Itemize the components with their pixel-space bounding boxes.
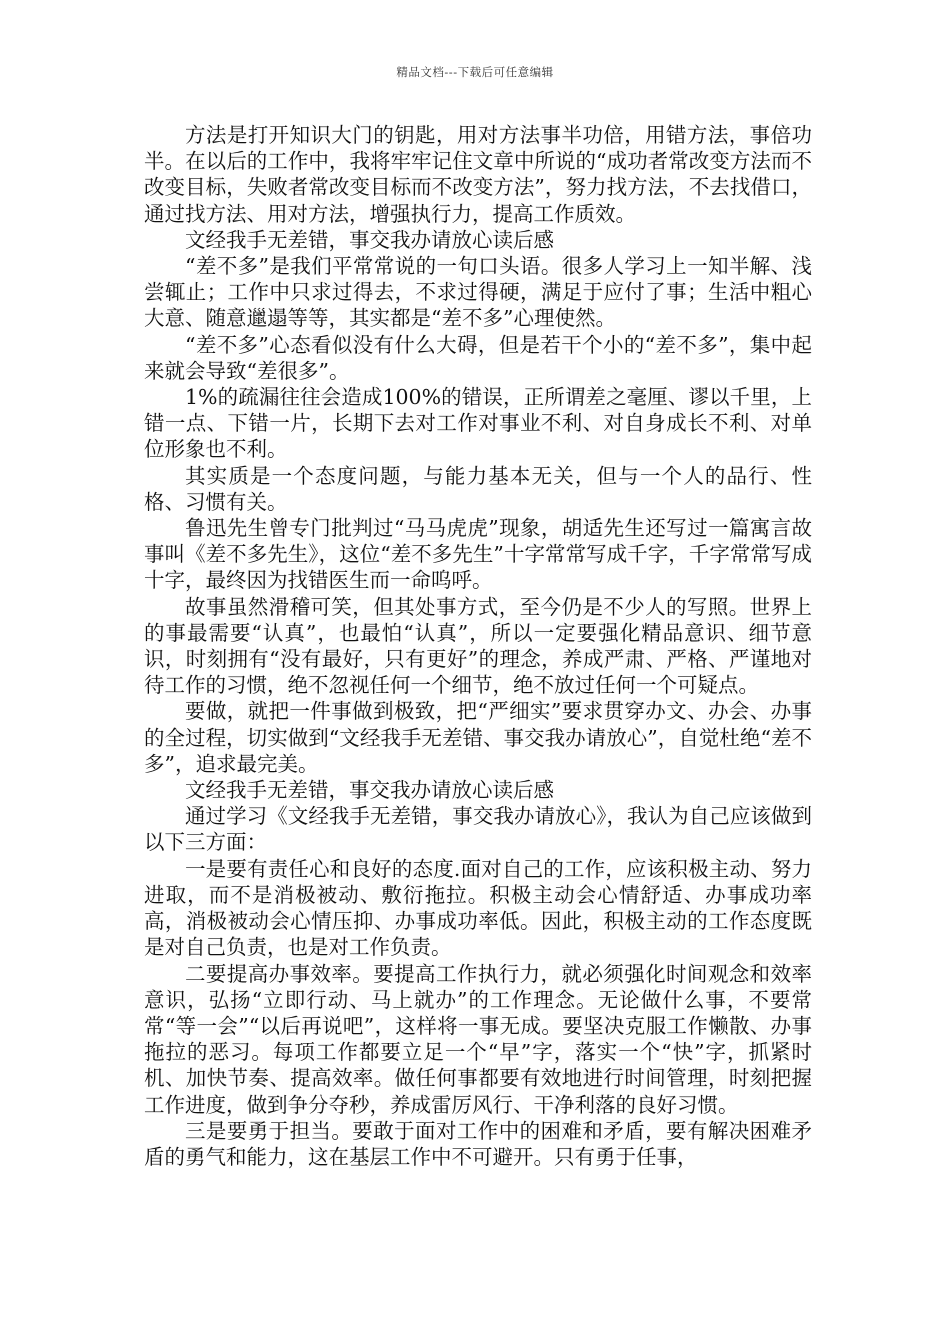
paragraph-method: 方法是打开知识大门的钥匙，用对方法事半功倍，用错方法，事倍功半。在以后的工作中，我将牢牢记住文章中所说的“成功者常改变方法而不改变目标，失败者常改变目标而不改变方法”，努力找方法，不去找借口，通过找方法、用对方法，增强执行力，提高工作质效。	[144, 123, 812, 226]
paragraph-to-do: 要做，就把一件事做到极致，把“严细实”要求贯穿办文、办会、办事的全过程，切实做到“文经我手无差错、事交我办请放心”，自觉杜绝“差不多”，追求最完美。	[144, 699, 812, 776]
paragraph-three-aspects: 通过学习《文经我手无差错，事交我办请放心》，我认为自己应该做到以下三方面：	[144, 804, 812, 855]
paragraph-attitude: 其实质是一个态度问题，与能力基本无关，但与一个人的品行、性格、习惯有关。	[144, 463, 812, 514]
section-heading-2: 文经我手无差错，事交我办请放心读后感	[185, 778, 554, 803]
paragraph-efficiency: 二要提高办事效率。要提高工作执行力，就必须强化时间观念和效率意识，弘扬“立即行动、马上就办”的工作理念。无论做什么事，不要常常“等一会”“以后再说吧”，这样将一事无成。要坚决克服工作懒散、办事拖拉的恶习。每项工作都要立足一个“早”字，落实一个“快”字，抓紧时机、加快节奏、提高效率。做任何事都要有效地进行时间管理，时刻把握工作进度，做到争分夺秒，养成雷厉风行、干净利落的良好习惯。	[144, 961, 812, 1117]
paragraph-responsibility: 一是要有责任心和良好的态度.面对自己的工作，应该积极主动、努力进取，而不是消极被动、敷衍拖拉。积极主动会心情舒适、办事成功率高，消极被动会心情压抑、办事成功率低。因此，积极主动的工作态度既是对自己负责，也是对工作负责。	[144, 856, 812, 960]
paragraph-one-percent: 1%的疏漏往往会造成100%的错误，正所谓差之毫厘、谬以千里，上错一点、下错一片，长期下去对工作对事业不利、对自身成长不利、对单位形象也不利。	[144, 385, 812, 462]
document-body	[144, 122, 812, 1170]
paragraph-luxun: 鲁迅先生曾专门批判过“马马虎虎”现象，胡适先生还写过一篇寓言故事叫《差不多先生》，这位“差不多先生”十字常常写成千字，千字常常写成十字，最终因为找错医生而一命呜呼。	[144, 516, 812, 593]
section-heading-1: 文经我手无差错，事交我办请放心读后感	[185, 227, 554, 252]
paragraph-chabuduo-intro: “差不多”是我们平常常说的一句口头语。很多人学习上一知半解、浅尝辄止；工作中只求过得去，不求过得硬，满足于应付了事；生活中粗心大意、随意邋遢等等，其实都是“差不多”心理使然。	[144, 254, 812, 331]
paragraph-chabuduo-mindset: “差不多”心态看似没有什么大碍，但是若干个小的“差不多”，集中起来就会导致“差很多”。	[144, 332, 812, 383]
page-header: 精品文档---下载后可任意编辑	[396, 65, 554, 79]
paragraph-story: 故事虽然滑稽可笑，但其处事方式，至今仍是不少人的写照。世界上的事最需要“认真”，也最怕“认真”，所以一定要强化精品意识、细节意识，时刻拥有“没有最好，只有更好”的理念，养成严肃、严格、严谨地对待工作的习惯，绝不忽视任何一个细节，绝不放过任何一个可疑点。	[144, 594, 812, 698]
paragraph-courage: 三是要勇于担当。要敢于面对工作中的困难和矛盾，要有解决困难矛盾的勇气和能力，这在基层工作中不可避开。只有勇于任事，	[144, 1118, 812, 1169]
